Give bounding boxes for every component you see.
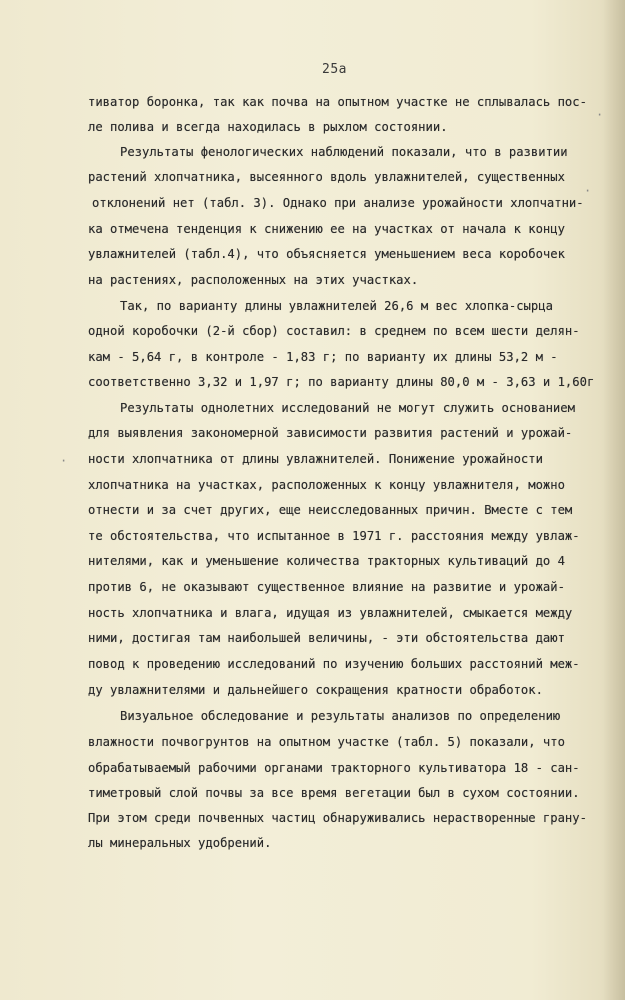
text-line-16: хлопчатника на участках, расположенных к концу увлажнителя, можно bbox=[88, 478, 565, 492]
text-line-30: лы минеральных удобрений. bbox=[88, 836, 272, 850]
text-line-13: Результаты однолетних исследований не могут служить основанием bbox=[120, 401, 575, 415]
text-line-25: Визуальное обследование и результаты анализов по определению bbox=[120, 709, 561, 723]
text-line-9: Так, по варианту длины увлажнителей 26,6 м вес хлопка-сырца bbox=[120, 299, 553, 313]
text-line-6: ка отмечена тенденция к снижению ее на участках от начала к концу bbox=[88, 222, 565, 236]
text-line-20: против 6, не оказывают существенное влияние на развитие и урожай- bbox=[88, 580, 565, 594]
page-number: 25a bbox=[322, 62, 347, 77]
text-line-5: отклонений нет (табл. 3). Однако при анализе урожайности хлопчатни- bbox=[92, 196, 584, 210]
text-line-12: соответственно 3,32 и 1,97 г; по варианту длины 80,0 м - 3,63 и 1,60г bbox=[88, 375, 595, 389]
text-line-10: одной коробочки (2-й сбор) составил: в среднем по всем шести делян- bbox=[88, 324, 580, 338]
text-line-29: При этом среди почвенных частиц обнаруживались нерастворенные грану- bbox=[88, 811, 587, 825]
text-line-4: растений хлопчатника, высеянного вдоль увлажнителей, существенных bbox=[88, 170, 565, 184]
text-line-27: обрабатываемый рабочими органами тракторного культиватора 18 - сан- bbox=[88, 761, 580, 775]
margin-mark: · bbox=[596, 108, 604, 122]
page-edge-shadow bbox=[603, 0, 625, 1000]
text-line-15: ности хлопчатника от длины увлажнителей. Понижение урожайности bbox=[88, 452, 543, 466]
text-line-21: ность хлопчатника и влага, идущая из увлажнителей, смыкается между bbox=[88, 606, 573, 620]
margin-mark: · bbox=[584, 184, 592, 198]
text-line-22: ними, достигая там наибольшей величины, - эти обстоятельства дают bbox=[88, 631, 565, 645]
text-line-1: тиватор боронка, так как почва на опытном участке не сплывалась пос- bbox=[88, 95, 587, 109]
margin-mark: · bbox=[60, 454, 68, 468]
text-line-2: ле полива и всегда находилась в рыхлом состоянии. bbox=[88, 120, 448, 134]
text-line-17: отнести и за счет других, еще неисследованных причин. Вместе с тем bbox=[88, 503, 573, 517]
text-line-19: нителями, как и уменьшение количества тракторных культиваций до 4 bbox=[88, 554, 565, 568]
text-line-3: Результаты фенологических наблюдений показали, что в развитии bbox=[120, 145, 568, 159]
text-line-23: повод к проведению исследований по изучению больших расстояний меж- bbox=[88, 657, 580, 671]
text-line-8: на растениях, расположенных на этих участках. bbox=[88, 273, 419, 287]
text-line-18: те обстоятельства, что испытанное в 1971 г. расстояния между увлаж- bbox=[88, 529, 580, 543]
text-line-11: кам - 5,64 г, в контроле - 1,83 г; по варианту их длины 53,2 м - bbox=[88, 350, 558, 364]
text-line-26: влажности почвогрунтов на опытном участке (табл. 5) показали, что bbox=[88, 735, 565, 749]
text-line-28: тиметровый слой почвы за все время вегетации был в сухом состоянии. bbox=[88, 786, 580, 800]
text-line-24: ду увлажнителями и дальнейшего сокращения кратности обработок. bbox=[88, 683, 543, 697]
text-line-7: увлажнителей (табл.4), что объясняется уменьшением веса коробочек bbox=[88, 247, 565, 261]
text-line-14: для выявления закономерной зависимости развития растений и урожай- bbox=[88, 426, 573, 440]
